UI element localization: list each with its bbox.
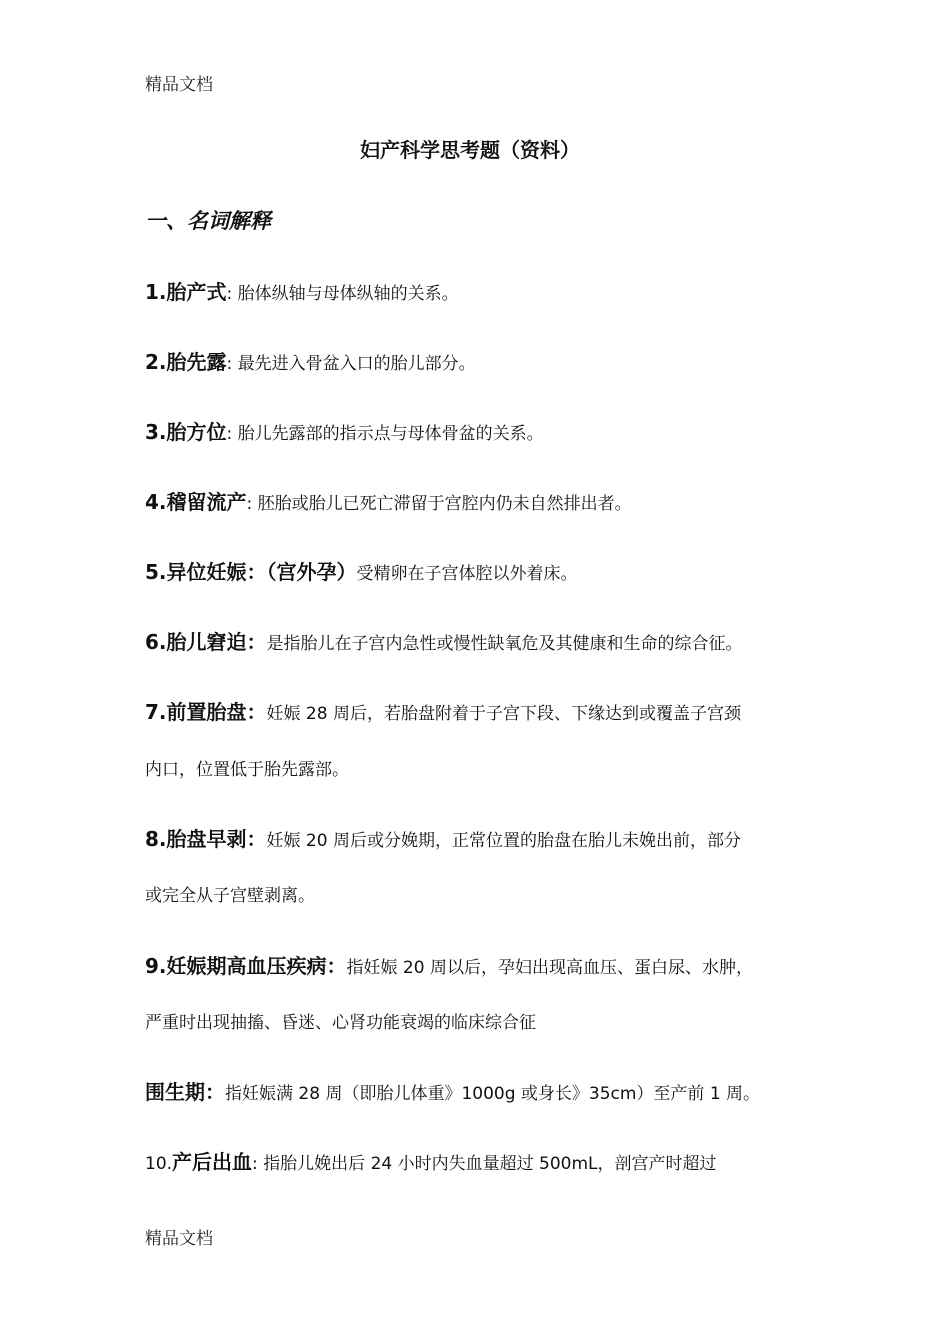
term-entry xyxy=(145,696,741,725)
term-number: 9. xyxy=(145,954,167,978)
term-number: 5. xyxy=(145,560,167,584)
term-entry xyxy=(145,823,741,852)
term-entry xyxy=(145,416,544,445)
term-name: 围生期： xyxy=(145,1080,225,1104)
term-separator: : xyxy=(246,494,253,514)
term-entry xyxy=(145,626,743,655)
page-title: 妇产科学思考题（资料） xyxy=(360,138,580,162)
term-separator: : xyxy=(226,354,233,374)
term-name: 胎方位 xyxy=(166,420,227,444)
term-entry xyxy=(145,486,632,515)
term-definition-continued: 或完全从子宫壁剥离。 xyxy=(145,886,315,906)
term-separator: : xyxy=(226,424,233,444)
term-definition: 最先进入骨盆入口的胎儿部分。 xyxy=(237,354,476,374)
term-definition: 妊娠 28 周后，若胎盘附着于子宫下段、下缘达到或覆盖子宫颈 xyxy=(266,704,741,724)
term-entry xyxy=(145,1076,760,1105)
term-name: 胎儿窘迫： xyxy=(166,630,267,654)
page-header: 精品文档 xyxy=(145,75,213,95)
term-number: 6. xyxy=(145,630,167,654)
term-name: 前置胎盘： xyxy=(166,700,267,724)
term-name: 稽留流产 xyxy=(166,490,247,514)
term-number: 1. xyxy=(145,280,167,304)
term-number: 2. xyxy=(145,350,167,374)
term-separator: : xyxy=(226,284,233,304)
term-separator: : xyxy=(252,1154,258,1174)
term-definition: 受精卵在子宫体腔以外着床。 xyxy=(356,564,578,584)
term-name: 胎先露 xyxy=(166,350,227,374)
term-entry xyxy=(145,346,476,375)
term-name: 胎盘早剥： xyxy=(166,827,267,851)
term-entry xyxy=(145,950,753,979)
term-number: 7. xyxy=(145,700,167,724)
term-entry xyxy=(145,1146,717,1175)
term-definition-continued: 严重时出现抽搐、昏迷、心肾功能衰竭的临床综合征 xyxy=(145,1013,536,1033)
term-definition: 是指胎儿在子宫内急性或慢性缺氧危及其健康和生命的综合征。 xyxy=(266,634,743,654)
term-definition: 胎体纵轴与母体纵轴的关系。 xyxy=(237,284,459,304)
term-definition: 胚胎或胎儿已死亡滞留于宫腔内仍未自然排出者。 xyxy=(257,494,632,514)
term-entry xyxy=(145,556,578,585)
term-definition: 妊娠 20 周后或分娩期，正常位置的胎盘在胎儿未娩出前，部分 xyxy=(266,831,741,851)
term-definition: 胎儿先露部的指示点与母体骨盆的关系。 xyxy=(237,424,544,444)
term-name: 异位妊娠： xyxy=(166,560,267,584)
term-number: 3. xyxy=(145,420,167,444)
term-name: 妊娠期高血压疾病： xyxy=(166,954,347,978)
term-entry xyxy=(145,276,459,305)
term-number: 10. xyxy=(145,1154,173,1174)
term-definition: 指胎儿娩出后 24 小时内失血量超过 500mL，剖宫产时超过 xyxy=(263,1154,717,1174)
term-name: 产后出血 xyxy=(172,1150,253,1174)
term-definition: 指妊娠满 28 周（即胎儿体重》1000g 或身长》35cm）至产前 1 周。 xyxy=(225,1084,761,1104)
term-name: 胎产式 xyxy=(166,280,227,304)
section-heading: 一、名词解释 xyxy=(145,209,271,233)
term-number: 4. xyxy=(145,490,167,514)
term-number: 8. xyxy=(145,827,167,851)
term-alias: （宫外孕） xyxy=(266,560,357,584)
term-definition: 指妊娠 20 周以后，孕妇出现高血压、蛋白尿、水肿， xyxy=(346,958,753,978)
term-definition-continued: 内口，位置低于胎先露部。 xyxy=(145,760,349,780)
page-footer: 精品文档 xyxy=(145,1229,213,1249)
